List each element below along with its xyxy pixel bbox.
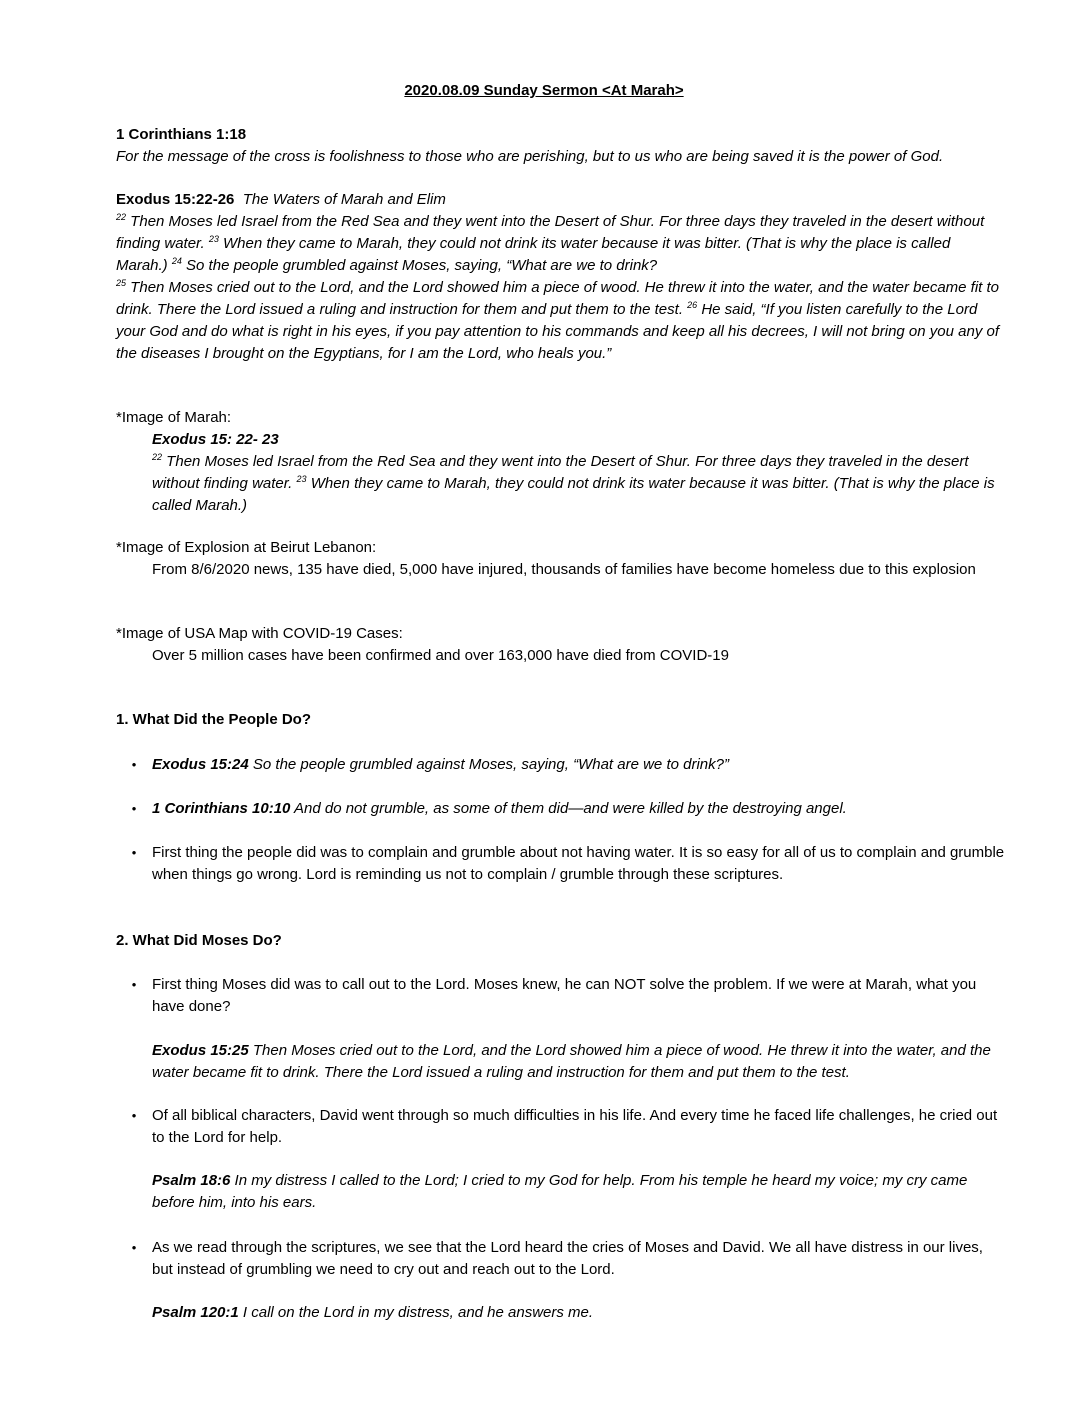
scripture-quote xyxy=(152,1302,1006,1324)
scripture-text: So the people grumbled against Moses, saying, “What are we to drink?” xyxy=(248,756,729,773)
image-covid-section xyxy=(116,623,1006,667)
exodus-verses-22-24 xyxy=(116,211,1006,277)
verse-number: 25 xyxy=(116,278,127,288)
exodus-header xyxy=(116,189,1006,211)
list-item xyxy=(116,754,1006,776)
scripture-quote xyxy=(152,1040,1006,1084)
image-beirut-section xyxy=(116,537,1006,581)
bullet-marker: • xyxy=(131,757,137,772)
verse-number: 22 xyxy=(152,452,163,462)
bullet-marker: • xyxy=(131,801,137,816)
image-marah-ref: Exodus 15: 22- 23 xyxy=(152,431,279,448)
list-item xyxy=(116,798,1006,820)
exodus-ref: Exodus 15:22-26 xyxy=(116,191,235,208)
list-item xyxy=(116,1237,1006,1281)
image-covid-text: Over 5 million cases have been confirmed and over 163,000 have died from COVID-19 xyxy=(152,647,729,664)
opening-text: For the message of the cross is foolishness to those who are perishing, but to us who are being saved it is the power of God. xyxy=(116,148,944,165)
opening-ref: 1 Corinthians 1:18 xyxy=(116,126,247,143)
verse-text: Then Moses led Israel from the Red Sea and they went into the Desert of Shur. For three days they traveled in the desert without finding water. xyxy=(152,453,969,492)
scripture-ref: Psalm 18:6 xyxy=(152,1172,231,1189)
list-item xyxy=(116,1105,1006,1149)
verse-text: So the people grumbled against Moses, saying, “What are we to drink? xyxy=(181,257,658,274)
verse-number: 23 xyxy=(208,234,219,244)
verse-text: When they came to Marah, they could not drink its water because it was bitter. (That is why the place is called Marah.) xyxy=(116,235,951,274)
bullet-marker: • xyxy=(131,1108,137,1123)
verse-number: 24 xyxy=(171,256,182,266)
list-item xyxy=(116,974,1006,1018)
image-marah-verses xyxy=(152,451,1006,517)
verse-text: When they came to Marah, they could not drink its water because it was bitter. (That is why the place is called Marah.) xyxy=(152,475,995,514)
exodus-verses-25-26 xyxy=(116,277,1006,365)
scripture-ref: Psalm 120:1 xyxy=(152,1304,239,1321)
verse-text: He said, “If you listen carefully to the Lord your God and do what is right in his eyes, if you pay attention to his commands and keep all his decrees, I will not bring on you any of the diseases I brought on the Egyptians, for I am the Lord, who heals you.” xyxy=(116,301,999,362)
verse-text: Then Moses led Israel from the Red Sea and they went into the Desert of Shur. For three days they traveled in the desert without finding water. xyxy=(116,213,985,252)
scripture-ref: Exodus 15:25 xyxy=(152,1042,249,1059)
opening-verse xyxy=(116,124,1006,168)
bullet-text xyxy=(152,798,1006,820)
image-covid-label: *Image of USA Map with COVID-19 Cases: xyxy=(116,625,403,642)
scripture-text: In my distress I called to the Lord; I cried to my God for help. From his temple he heard my voice; my cry came before him, into his ears. xyxy=(152,1172,968,1211)
image-beirut-text: From 8/6/2020 news, 135 have died, 5,000 have injured, thousands of families have become homeless due to this explosion xyxy=(152,561,976,578)
exodus-heading: The Waters of Marah and Elim xyxy=(242,191,446,208)
scripture-text: Then Moses cried out to the Lord, and the Lord showed him a piece of wood. He threw it into the water, and the water became fit to drink. There the Lord issued a ruling and instruction for them and put them to the test. xyxy=(152,1042,991,1081)
bullet-text xyxy=(152,754,1006,776)
verse-text: Then Moses cried out to the Lord, and the Lord showed him a piece of wood. He threw it into the water, and the water became fit to drink. There the Lord issued a ruling and instruction for them and put them to the test. xyxy=(116,279,1000,318)
bullet-marker: • xyxy=(131,845,137,860)
bullet-text: First thing Moses did was to call out to the Lord. Moses knew, he can NOT solve the problem. If we were at Marah, what you have done? xyxy=(152,976,977,1015)
exodus-passage xyxy=(116,189,1006,365)
image-marah-label: *Image of Marah: xyxy=(116,409,232,426)
image-marah-section xyxy=(116,407,1006,517)
image-marah-body xyxy=(116,429,1006,517)
verse-number: 26 xyxy=(687,300,698,310)
scripture-ref: Exodus 15:24 xyxy=(152,756,249,773)
bullet-text: First thing the people did was to complain and grumble about not having water. It is so easy for all of us to complain and grumble when things go wrong. Lord is reminding us not to complain / grumble through these scriptures. xyxy=(152,844,1005,883)
bullet-marker: • xyxy=(131,977,137,992)
sermon-title: 2020.08.09 Sunday Sermon <At Marah> xyxy=(404,82,684,99)
list-item xyxy=(116,842,1006,886)
bullet-text: Of all biblical characters, David went through so much difficulties in his life. And every time he faced life challenges, he cried out to the Lord for help. xyxy=(152,1107,998,1146)
image-beirut-label: *Image of Explosion at Beirut Lebanon: xyxy=(116,539,377,556)
bullet-marker: • xyxy=(131,1240,137,1255)
scripture-quote xyxy=(152,1170,1006,1214)
section2-heading: 2. What Did Moses Do? xyxy=(116,932,282,949)
verse-number: 23 xyxy=(296,474,307,484)
section1-heading: 1. What Did the People Do? xyxy=(116,711,312,728)
bullet-text: As we read through the scriptures, we see that the Lord heard the cries of Moses and David. We all have distress in our lives, but instead of grumbling we need to cry out and reach out to the Lord. xyxy=(152,1239,983,1278)
scripture-ref: 1 Corinthians 10:10 xyxy=(152,800,291,817)
scripture-text: And do not grumble, as some of them did—and were killed by the destroying angel. xyxy=(290,800,847,817)
scripture-text: I call on the Lord in my distress, and he answers me. xyxy=(238,1304,594,1321)
verse-number: 22 xyxy=(116,212,127,222)
